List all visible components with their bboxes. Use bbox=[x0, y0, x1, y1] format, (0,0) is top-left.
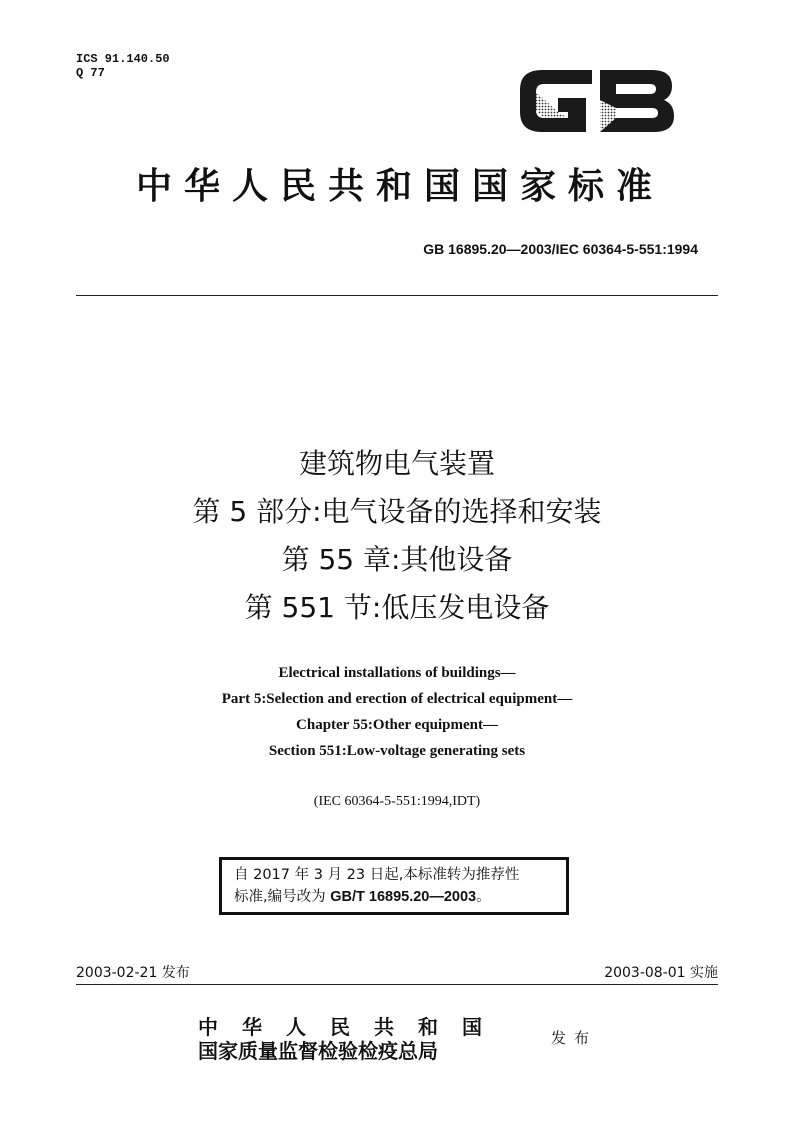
notice-line-2-prefix: 标准,编号改为 bbox=[234, 889, 331, 905]
classification-codes bbox=[76, 52, 170, 80]
notice-line-1: 自 2017 年 3 月 23 日起,本标准转为推荐性 bbox=[234, 867, 520, 883]
en-title-line-2: Part 5:Selection and erection of electrical equipment— bbox=[221, 691, 573, 707]
cn-title-line-3: 第 55 章:其他设备 bbox=[281, 543, 513, 576]
standard-code: GB 16895.20—2003/IEC 60364-5-551:1994 bbox=[423, 241, 698, 257]
cn-title-line-4: 第 551 节:低压发电设备 bbox=[244, 591, 550, 624]
en-title-line-1: Electrical installations of buildings— bbox=[278, 665, 516, 681]
issuer-line-1: 中华人民共和国 bbox=[198, 1015, 506, 1039]
conversion-notice-box bbox=[219, 857, 569, 915]
publish-label: 发布 bbox=[551, 1029, 598, 1047]
ics-code: ICS 91.140.50 bbox=[76, 52, 170, 66]
chinese-title-block bbox=[0, 440, 794, 632]
cn-title-line-1: 建筑物电气装置 bbox=[298, 447, 495, 480]
en-title-line-4: Section 551:Low-voltage generating sets bbox=[268, 743, 526, 759]
gb-logo-icon bbox=[514, 60, 680, 142]
issuing-authority bbox=[198, 1015, 506, 1063]
english-title-block bbox=[0, 660, 794, 764]
idt-note: (IEC 60364-5-551:1994,IDT) bbox=[313, 794, 481, 809]
issue-date: 2003-02-21 发布 bbox=[76, 965, 190, 981]
notice-line-2 bbox=[234, 886, 566, 908]
implementation-date: 2003-08-01 实施 bbox=[604, 965, 718, 981]
notice-line-2-suffix: 。 bbox=[476, 889, 491, 905]
cn-title-line-2: 第 5 部分:电气设备的选择和安装 bbox=[192, 495, 602, 528]
issuer-line-2: 国家质量监督检验检疫总局 bbox=[198, 1039, 438, 1063]
top-divider bbox=[76, 295, 718, 296]
bottom-divider bbox=[76, 984, 718, 985]
national-standard-title: 中华人民共和国国家标准 bbox=[135, 165, 664, 207]
ccs-code: Q 77 bbox=[76, 66, 105, 80]
en-title-line-3: Chapter 55:Other equipment— bbox=[296, 717, 498, 733]
notice-new-code: GB/T 16895.20—2003 bbox=[330, 889, 477, 905]
